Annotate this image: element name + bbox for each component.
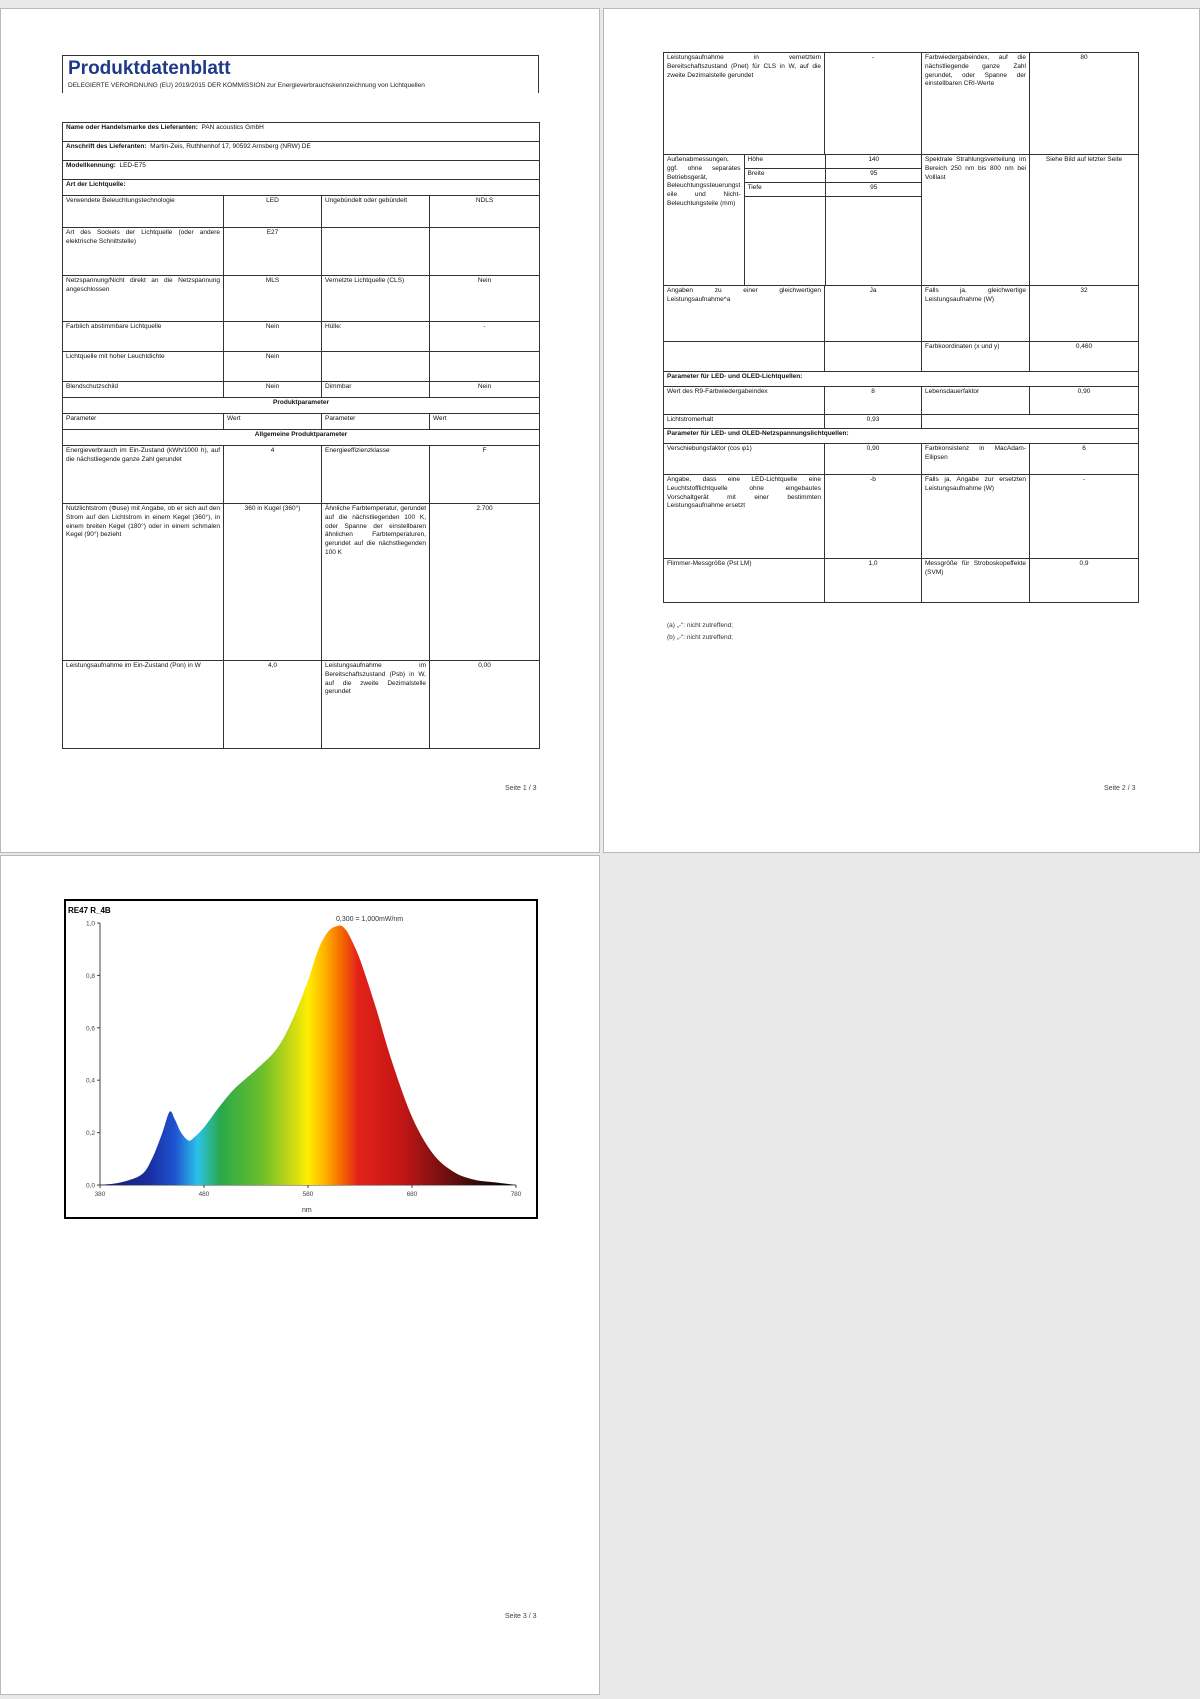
table-cell: Farblich abstimmbare Lichtquelle [63, 322, 224, 352]
table-cell: Leistungsaufnahme im Bereitschaftszustand (Psb) in W, auf die zweite Dezimalstelle gerundet [322, 661, 430, 749]
section-general-parameters: Allgemeine Produktparameter [63, 430, 540, 446]
table-cell [322, 352, 430, 382]
table-cell: Lichtquelle mit hoher Leuchtdichte [63, 352, 224, 382]
dim-name: Höhe [744, 155, 825, 169]
section-product-parameters: Produktparameter [63, 398, 540, 414]
dimensions-table [664, 155, 922, 285]
table-cell: Nein [430, 276, 540, 322]
dim-name: Breite [744, 169, 825, 183]
dim-value: 95 [825, 169, 922, 183]
page-number-2: Seite 2 / 3 [1104, 785, 1136, 792]
table-cell [664, 342, 825, 372]
table-cell: 1,0 [825, 559, 922, 603]
section-light-source-type: Art der Lichtquelle: [63, 180, 540, 196]
table-cell: NDLS [430, 196, 540, 228]
supplier-address-row [63, 142, 540, 161]
table-cell: E27 [224, 228, 322, 276]
table-cell: Leistungsaufnahme in vernetztem Bereitschaftszustand (Pnet) für CLS in W, auf die zweite Dezimalstelle gerundet [664, 53, 825, 155]
footnote-a: (a) „-“: nicht zutreffend; [667, 622, 733, 629]
table-cell: Nein [224, 382, 322, 398]
table-cell: - [825, 53, 922, 155]
table-cell [825, 342, 922, 372]
table-cell: 4 [224, 446, 322, 504]
dimensions-label: Außenabmessungen, ggf. ohne separates Betriebsgerät, Beleuchtungssteuerungsteile und Nicht-Beleuchtungsteile (mm) [664, 155, 744, 285]
table-cell: Ungebündelt oder gebündelt [322, 196, 430, 228]
y-tick-label: 0,2 [85, 1130, 95, 1138]
table-cell: 4,0 [224, 661, 322, 749]
table-cell: Spektrale Strahlungsverteilung im Bereich 250 nm bis 800 nm bei Volllast [922, 155, 1030, 286]
product-data-table-1 [62, 122, 540, 749]
supplier-address-label: Anschrift des Lieferanten: [66, 143, 147, 150]
table-cell: Falls ja, Angabe zur ersetzten Leistungsaufnahme (W) [922, 475, 1030, 559]
x-tick-label: 380 [94, 1191, 106, 1198]
page-title: Produktdatenblatt [68, 58, 231, 79]
table-cell: 360 in Kugel (360°) [224, 504, 322, 661]
supplier-address-value: Martin-Zeis, Ruthhenhof 17, 90592 Arnsberg (NRW) DE [150, 143, 311, 150]
table-cell: 32 [1030, 286, 1139, 342]
table-cell: Ähnliche Farbtemperatur, gerundet auf die nächstliegenden 100 K, oder Spanne der einstellbaren ähnlichen Farbtemperaturen, gerundet auf die nächstliegenden 100 K [322, 504, 430, 661]
dim-name: Tiefe [744, 183, 825, 197]
table-cell: LED [224, 196, 322, 228]
y-tick-label: 0,0 [85, 1182, 95, 1190]
table-cell: Wert des R9-Farbwiedergabeindex [664, 387, 825, 415]
supplier-name-label: Name oder Handelsmarke des Lieferanten: [66, 124, 198, 131]
table-cell: 80 [1030, 53, 1139, 155]
table-cell: Farbwiedergabeindex, auf die nächstliegende ganze Zahl gerundet, oder Spanne der einstellbaren CRI-Werte [922, 53, 1030, 155]
section-led-mains-parameters: Parameter für LED- und OLED-Netzspannungslichtquellen: [664, 429, 1139, 444]
table-cell: 8 [825, 387, 922, 415]
table-cell: Blendschutzschild [63, 382, 224, 398]
table-cell: Lichtstromerhalt [664, 415, 825, 429]
table-cell: Lebensdauerfaktor [922, 387, 1030, 415]
table-cell: Hülle: [322, 322, 430, 352]
y-tick-label: 0,6 [85, 1025, 95, 1033]
x-tick-label: 780 [510, 1191, 522, 1198]
section-led-parameters: Parameter für LED- und OLED-Lichtquellen: [664, 372, 1139, 387]
table-cell: MLS [224, 276, 322, 322]
product-data-table-2 [663, 52, 1139, 603]
table-cell: Nein [430, 382, 540, 398]
chart-caption: 0,300 = 1,000mW/nm [336, 916, 404, 923]
table-cell [430, 352, 540, 382]
model-value: LED-E75 [119, 162, 146, 169]
spectral-chart [64, 899, 538, 1219]
table-cell: Flimmer-Messgröße (Pst LM) [664, 559, 825, 603]
dim-value: 95 [825, 183, 922, 197]
dimensions-cell [664, 155, 922, 286]
header-cell: Wert [430, 414, 540, 430]
table-cell: F [430, 446, 540, 504]
y-tick-label: 0,8 [85, 972, 95, 980]
page-number-3: Seite 3 / 3 [505, 1613, 537, 1620]
table-cell: Energieverbrauch im Ein-Zustand (kWh/1000 h), auf die nächstliegende ganze Zahl gerundet [63, 446, 224, 504]
table-cell: Leistungsaufnahme im Ein-Zustand (Pon) in W [63, 661, 224, 749]
table-cell: Verschiebungsfaktor (cos φ1) [664, 444, 825, 475]
x-axis-label: nm [302, 1207, 312, 1214]
table-cell: Vernetzte Lichtquelle (CLS) [322, 276, 430, 322]
x-tick-label: 680 [406, 1191, 418, 1198]
model-label: Modellkennung: [66, 162, 116, 169]
table-cell: 0,460 [1030, 342, 1139, 372]
table-cell: 0,9 [1030, 559, 1139, 603]
header-cell: Wert [224, 414, 322, 430]
table-cell [430, 228, 540, 276]
table-cell: 6 [1030, 444, 1139, 475]
title-block [62, 55, 539, 93]
plot-layer [86, 921, 522, 1199]
table-cell: Dimmbar [322, 382, 430, 398]
model-row [63, 161, 540, 180]
table-cell: Messgröße für Stroboskopeffekte (SVM) [922, 559, 1030, 603]
x-tick-label: 580 [302, 1191, 314, 1198]
table-cell: 0,00 [430, 661, 540, 749]
table-cell: Farbkoordinaten (x und y) [922, 342, 1030, 372]
header-cell: Parameter [322, 414, 430, 430]
table-cell: Verwendete Beleuchtungstechnologie [63, 196, 224, 228]
footnotes [667, 620, 733, 645]
table-cell: 0,90 [825, 444, 922, 475]
header-cell: Parameter [63, 414, 224, 430]
page-number-1: Seite 1 / 3 [505, 785, 537, 792]
table-cell: Art des Sockels der Lichtquelle (oder andere elektrische Schnittstelle) [63, 228, 224, 276]
table-cell: Energieeffizienzklasse [322, 446, 430, 504]
regulation-subtitle: DELEGIERTE VERORDNUNG (EU) 2019/2015 DER KOMMISSION zur Energieverbrauchskennzeichnung von Lichtquellen [68, 81, 425, 89]
spectrum-area [100, 926, 516, 1185]
table-cell: Ja [825, 286, 922, 342]
chart-title: RE47 R_4B [68, 906, 111, 915]
y-tick-label: 0,4 [85, 1077, 95, 1085]
table-cell: Farbkonsistenz in MacAdam-Ellipsen [922, 444, 1030, 475]
table-cell: Netzspannung/Nicht direkt an die Netzspannung angeschlossen [63, 276, 224, 322]
table-cell: Siehe Bild auf letzter Seite [1030, 155, 1139, 286]
supplier-name-row [63, 123, 540, 142]
footnote-b: (b) „-“: nicht zutreffend; [667, 634, 733, 642]
dim-value: 140 [825, 155, 922, 169]
table-cell: 2.700 [430, 504, 540, 661]
table-cell: - [430, 322, 540, 352]
table-cell: Falls ja, gleichwertige Leistungsaufnahme (W) [922, 286, 1030, 342]
table-cell: Nutzlichtstrom (Φuse) mit Angabe, ob er sich auf den Strom auf den Lichtstrom in einem Kegel (360°), in einem breiten Kegel (180°) oder in einem schmalen Kegel (90°) bezieht [63, 504, 224, 661]
table-cell: - [1030, 475, 1139, 559]
spectral-chart-svg [66, 901, 536, 1217]
supplier-name-value: PAN acoustics GmbH [201, 124, 264, 131]
table-cell: 0,90 [1030, 387, 1139, 415]
y-tick-label: 1,0 [85, 920, 95, 928]
table-cell: 0,93 [825, 415, 922, 429]
table-cell: Angaben zu einer gleichwertigen Leistungsaufnahme^a [664, 286, 825, 342]
table-cell: Angabe, dass eine LED-Lichtquelle eine Leuchtstofflichtquelle ohne eingebautes Vorschaltgerät mit einer bestimmten Leistungsaufnahme ersetzt [664, 475, 825, 559]
x-tick-label: 480 [198, 1191, 210, 1198]
table-cell: Nein [224, 352, 322, 382]
table-cell: -b [825, 475, 922, 559]
table-cell [922, 415, 1139, 429]
table-cell: Nein [224, 322, 322, 352]
table-cell [322, 228, 430, 276]
